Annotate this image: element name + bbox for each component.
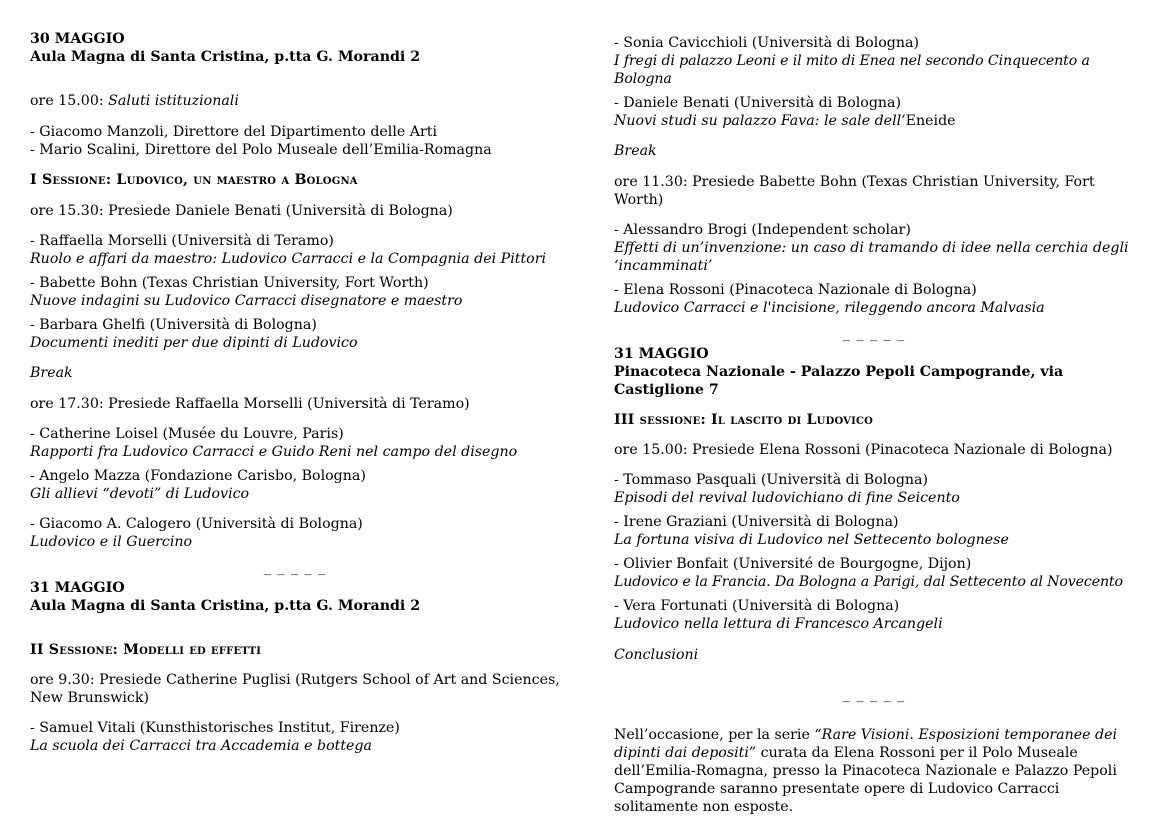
day1-date: 30 MAGGIO: [30, 31, 125, 47]
speaker-bonfait: - Olivier Bonfait (Université de Bourgogne, Dijon): [614, 556, 972, 572]
speaker-ghelfi: - Barbara Ghelfi (Università di Bologna): [30, 317, 317, 333]
talk-title-bonfait: Ludovico e la Francia. Da Bologna a Parigi, dal Settecento al Novecento: [614, 574, 1123, 590]
talk-title-fortunati: Ludovico nella lettura di Francesco Arcangeli: [614, 616, 943, 632]
note-series-title: “Rare Visioni. Esposizioni temporanee dei dipinti dai depositi”: [614, 727, 1118, 761]
greeter-1: - Giacomo Manzoli, Direttore del Dipartimento delle Arti: [30, 124, 438, 140]
session1-chair1: ore 15.30: Presiede Daniele Benati (Università di Bologna): [30, 203, 453, 219]
speaker-rossoni: - Elena Rossoni (Pinacoteca Nazionale di Bologna): [614, 282, 977, 298]
left-column: [30, 30, 560, 755]
speaker-graziani: - Irene Graziani (Università di Bologna): [614, 514, 899, 530]
talk-title-ghelfi: Documenti inediti per due dipinti di Ludovico: [30, 335, 358, 351]
day1-venue: Aula Magna di Santa Cristina, p.tta G. Morandi 2: [30, 49, 421, 65]
talk-title-rossoni: Ludovico Carracci e l'incisione, rileggendo ancora Malvasia: [614, 300, 1045, 316]
talk-title-mazza: Gli allievi “devoti” di Ludovico: [30, 486, 250, 502]
greeter-2: - Mario Scalini, Direttore del Polo Museale dell’Emilia-Romagna: [30, 142, 492, 158]
session1-chair2: ore 17.30: Presiede Raffaella Morselli (Università di Teramo): [30, 396, 470, 412]
right-column: [614, 34, 1134, 816]
speaker-mazza: - Angelo Mazza (Fondazione Carisbo, Bologna): [30, 468, 366, 484]
speaker-benati: - Daniele Benati (Università di Bologna): [614, 95, 902, 111]
talk-title-brogi: Effetti di un’invenzione: un caso di tramando di idee nella cerchia degli ‘incamminati’: [614, 240, 1129, 274]
note-part-1: Nell’occasione, per la serie: [614, 727, 815, 743]
speaker-loisel: - Catherine Loisel (Musée du Louvre, Paris): [30, 426, 344, 442]
speaker-brogi: - Alessandro Brogi (Independent scholar): [614, 222, 911, 238]
speaker-bohn: - Babette Bohn (Texas Christian University, Fort Worth): [30, 275, 429, 291]
break-label: Break: [30, 365, 73, 381]
opening-time: ore 15.00:: [30, 93, 109, 109]
session2-title: II Sessione: Modelli ed effetti: [30, 642, 262, 658]
talk-title-benati-roman: Eneide: [905, 113, 956, 129]
day2-afternoon-date: 31 MAGGIO: [614, 346, 709, 362]
session3-title: III sessione: Il lascito di Ludovico: [614, 412, 874, 428]
exhibition-note: [614, 726, 1134, 816]
separator-left: _ _ _ _ _: [263, 560, 327, 576]
speaker-calogero: - Giacomo A. Calogero (Università di Bologna): [30, 516, 363, 532]
separator-right-2: _ _ _ _ _: [842, 687, 906, 703]
talk-title-pasquali: Episodi del revival ludovichiano di fine Seicento: [614, 490, 960, 506]
speaker-morselli: - Raffaella Morselli (Università di Teramo): [30, 233, 334, 249]
talk-title-morselli: Ruolo e affari da maestro: Ludovico Carracci e la Compagnia dei Pittori: [30, 251, 547, 267]
opening-line: [30, 92, 560, 110]
session2-chair-right: ore 11.30: Presiede Babette Bohn (Texas Christian University, Fort Worth): [614, 174, 1095, 208]
session1-title: I Sessione: Ludovico, un maestro a Bologna: [30, 172, 358, 188]
speaker-fortunati: - Vera Fortunati (Università di Bologna): [614, 598, 900, 614]
conclusions-label: Conclusioni: [614, 647, 699, 663]
speaker-cavicchioli: - Sonia Cavicchioli (Università di Bologna): [614, 35, 920, 51]
break-label-right: Break: [614, 143, 657, 159]
separator-right-1: _ _ _ _ _: [842, 326, 906, 342]
day2-venue: Aula Magna di Santa Cristina, p.tta G. Morandi 2: [30, 598, 421, 614]
talk-title-calogero: Ludovico e il Guercino: [30, 534, 193, 550]
talk-title-bohn: Nuove indagini su Ludovico Carracci disegnatore e maestro: [30, 293, 463, 309]
talk-title-loisel: Rapporti fra Ludovico Carracci e Guido Reni nel campo del disegno: [30, 444, 518, 460]
talk-title-graziani: La fortuna visiva di Ludovico nel Settecento bolognese: [614, 532, 1009, 548]
talk-title-cavicchioli: I fregi di palazzo Leoni e il mito di Enea nel secondo Cinquecento a Bologna: [614, 53, 1090, 87]
note-part-2: curata da Elena Rossoni per il Polo Museale dell’Emilia-Romagna, presso la Pinacoteca Nazionale e Palazzo Pepoli Campogrande saranno presentate opere di Ludovico Carracci solitamente non esposte.: [614, 745, 1117, 815]
day2-date: 31 MAGGIO: [30, 580, 125, 596]
talk-title-benati: [614, 112, 1134, 130]
speaker-vitali: - Samuel Vitali (Kunsthistorisches Institut, Firenze): [30, 720, 400, 736]
speaker-pasquali: - Tommaso Pasquali (Università di Bologna): [614, 472, 929, 488]
talk-title-benati-italic: Nuovi studi su palazzo Fava: le sale dell’: [614, 113, 906, 129]
day2-afternoon-venue: Pinacoteca Nazionale - Palazzo Pepoli Campogrande, via Castiglione 7: [614, 364, 1064, 398]
session2-chair: ore 9.30: Presiede Catherine Puglisi (Rutgers School of Art and Sciences, New Brunswick): [30, 672, 560, 706]
session3-chair: ore 15.00: Presiede Elena Rossoni (Pinacoteca Nazionale di Bologna): [614, 442, 1113, 458]
talk-title-vitali: La scuola dei Carracci tra Accademia e bottega: [30, 738, 372, 754]
opening-label: Saluti istituzionali: [108, 93, 239, 109]
